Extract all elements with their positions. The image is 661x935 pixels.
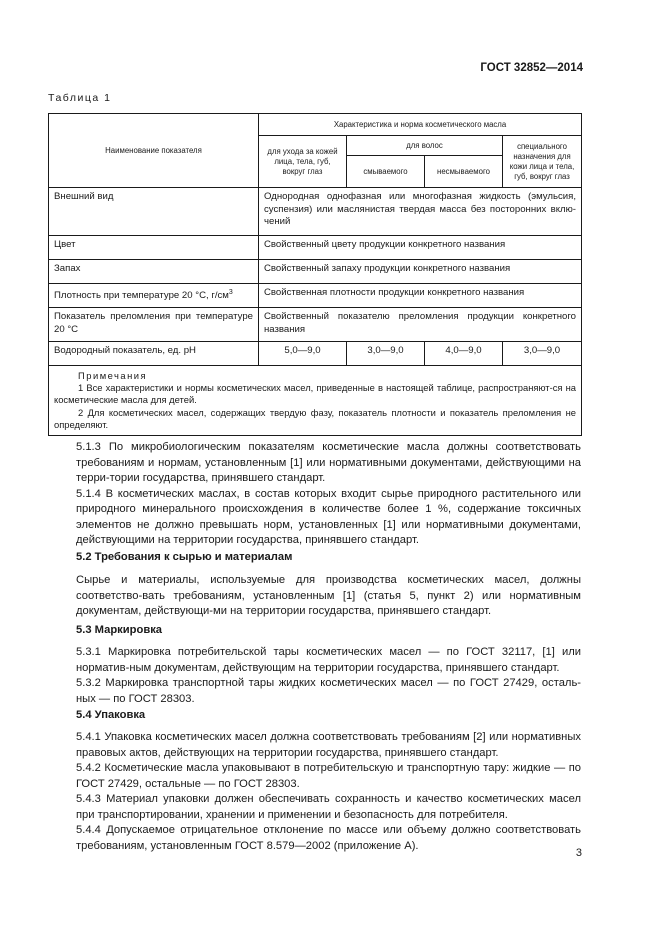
section-5-2 — [76, 573, 581, 620]
table-row — [49, 284, 582, 308]
table-row — [49, 308, 582, 342]
group-header: Характеристика и норма косметического масла — [259, 114, 582, 136]
paragraph-5-4-4: 5.4.4 Допускаемое отрицательное отклонение по массе или объему должно соответствовать требованиям, установленным ГОСТ 8.579—2002 (приложение А). — [76, 824, 581, 852]
characteristics-table — [48, 113, 582, 436]
paragraph-5-4-1: 5.4.1 Упаковка косметических масел должна соответствовать требованиям [2] или нормативных правовых актов, действующих на территории государства, принявшего стандарт. — [76, 731, 581, 759]
standard-code: ГОСТ 32852—2014 — [480, 62, 583, 74]
row-value: Свойственная плотности продукции конкретного названия — [259, 284, 582, 308]
col-header-norinse: несмываемого — [425, 156, 503, 188]
table-notes-row — [49, 366, 582, 436]
ph-value-rinse: 3,0—9,0 — [347, 342, 425, 366]
note-1: 1 Все характеристики и нормы косметических масел, приведенные в настоящей таблице, распространяют-ся на косметические масла для детей. — [54, 382, 577, 406]
table-notes — [49, 366, 582, 436]
ph-value-face: 5,0—9,0 — [259, 342, 347, 366]
note-2: 2 Для косметических масел, содержащих твердую фазу, показатель плотности и показатель преломления не определяют. — [54, 406, 577, 430]
col-header-rinse: смываемого — [347, 156, 425, 188]
row-name: Показатель преломления при температуре 20 °С — [49, 308, 259, 342]
paragraph-5-4-2: 5.4.2 Косметические масла упаковывают в потребительскую и транспортную тару: жидкие — по ГОСТ 27429, остальные — по ГОСТ 28303. — [76, 762, 581, 790]
paragraph-5-3-2: 5.3.2 Маркировка транспортной тары жидких косметических масел — по ГОСТ 27429, осталь-ных — по ГОСТ 28303. — [76, 677, 581, 705]
table-caption: Таблица 1 — [48, 92, 112, 104]
heading-5-4: 5.4 Упаковка — [76, 709, 146, 721]
ph-value-norinse: 4,0—9,0 — [425, 342, 503, 366]
row-name: Цвет — [49, 236, 259, 260]
paragraph-5-1-3: 5.1.3 По микробиологическим показателям косметические масла должны соответствовать требованиям и нормам, установленным [1] или нормативными документами, действующими на терри-тории государства, принявшего стандарт. — [76, 441, 581, 484]
col-header-special: специального назначения для кожи лица и тела, губ, вокруг глаз — [503, 136, 582, 188]
heading-5-2: 5.2 Требования к сырью и материалам — [76, 551, 293, 563]
table-row — [49, 236, 582, 260]
row-value: Однородная однофазная или многофазная жидкость (эмульсия, суспензия) или маслянистая твердая масса без посторонних вклю-чений — [259, 188, 582, 236]
ph-value-special: 3,0—9,0 — [503, 342, 582, 366]
heading-5-3: 5.3 Маркировка — [76, 624, 163, 636]
section-5-3 — [76, 645, 581, 707]
row-name: Внешний вид — [49, 188, 259, 236]
table-row — [49, 260, 582, 284]
row-name: Запах — [49, 260, 259, 284]
col-header-name: Наименование показателя — [49, 114, 259, 188]
row-value: Свойственный показателю преломления продукции конкретного названия — [259, 308, 582, 342]
paragraph-5-4-3: 5.4.3 Материал упаковки должен обеспечивать сохранность и качество косметических масел при транспортировании, хранении и применении и безопасность для потребителя. — [76, 793, 581, 821]
section-5-1-3-4 — [76, 440, 581, 549]
table-row-ph — [49, 342, 582, 366]
row-name: Водородный показатель, ед. pH — [49, 342, 259, 366]
paragraph-5-2: Сырье и материалы, используемые для производства косметических масел, должны соответство-вать требованиям, установленным [1] (статья 5, пункт 2) или нормативным документам, действующи-ми на территории государства, принявшего стандарт. — [76, 574, 581, 617]
table-row — [49, 188, 582, 236]
row-name: Плотность при температуре 20 °С, $г/см^3$ — [49, 284, 259, 308]
page-number: 3 — [575, 847, 582, 859]
section-5-4 — [76, 730, 581, 854]
col-header-face: для ухода за кожей лица, тела, губ, вокруг глаз — [259, 136, 347, 188]
notes-title: Примечания — [78, 370, 148, 381]
paragraph-5-3-1: 5.3.1 Маркировка потребительской тары косметических масел — по ГОСТ 32117, [1] или норматив-ным документам, действующим на территории государства, принявшего стандарт. — [76, 646, 581, 674]
col-header-hair: для волос — [347, 136, 503, 156]
row-value: Свойственный цвету продукции конкретного названия — [259, 236, 582, 260]
paragraph-5-1-4: 5.1.4 В косметических маслах, в состав которых входит сырье природного растительного или природного минерального происхождения в количестве более 1 %, содержание токсичных элементов не должно превышать норм, установленных [1] или нормативными документами, действующими на территории государства, принявшего стандарт. — [76, 487, 581, 546]
row-value: Свойственный запаху продукции конкретного названия — [259, 260, 582, 284]
